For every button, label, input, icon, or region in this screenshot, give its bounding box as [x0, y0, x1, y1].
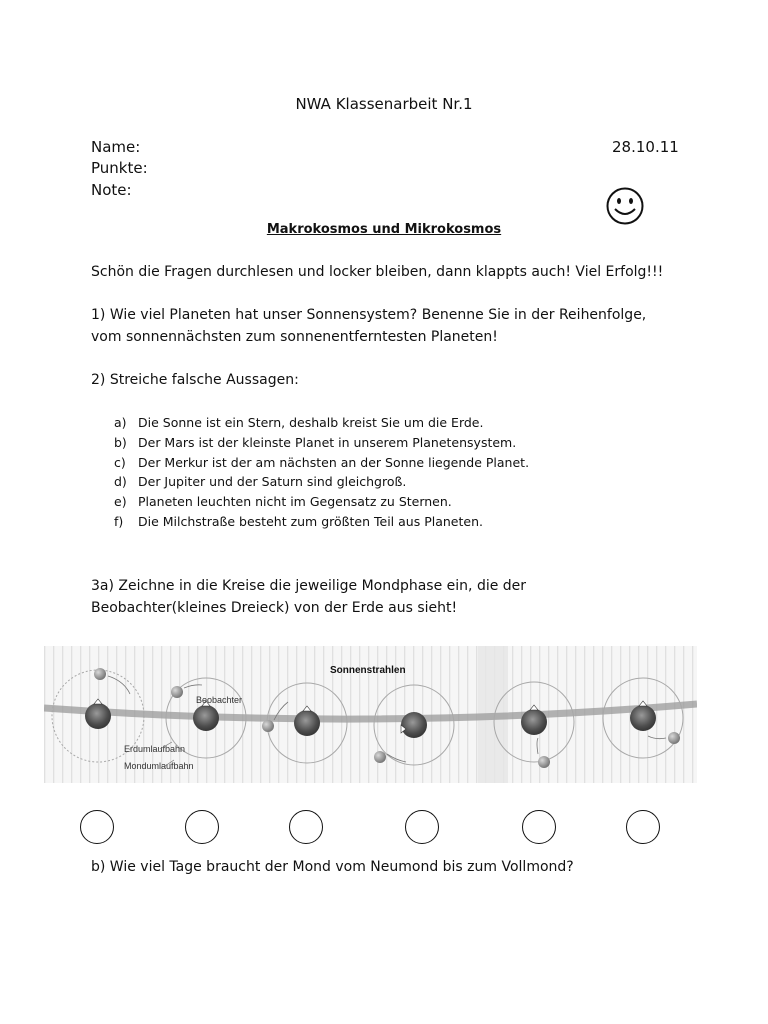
earth-orbit-label: Erdumlaufbahn — [124, 744, 186, 754]
exam-date: 28.10.11 — [612, 138, 679, 156]
earth — [193, 705, 219, 731]
figure-title: Sonnenstrahlen — [330, 665, 406, 676]
moon-orbit-label: Mondumlaufbahn — [124, 761, 194, 771]
observer-label: Beobachter — [196, 695, 243, 705]
name-label: Name: — [91, 138, 141, 156]
earth — [294, 710, 320, 736]
earth — [630, 705, 656, 731]
moon-phase-answer-circle[interactable] — [626, 810, 660, 844]
list-item: a) Die Sonne ist ein Stern, deshalb kreist Sie um die Erde. — [114, 415, 484, 430]
moon-phase-answer-circle[interactable] — [185, 810, 219, 844]
question-3a-line-1: 3a) Zeichne in die Kreise die jeweilige Mondphase ein, die der — [91, 578, 527, 594]
question-3a-line-2: Beobachter(kleines Dreieck) von der Erde aus sieht! — [91, 600, 458, 616]
list-item: d) Der Jupiter und der Saturn sind gleichgroß. — [114, 474, 407, 490]
question-1-line-1: 1) Wie viel Planeten hat unser Sonnensystem? Benenne Sie in der Reihenfolge, — [91, 307, 647, 323]
grade-label: Note: — [91, 181, 132, 199]
section-subtitle: Makrokosmos und Mikrokosmos — [266, 222, 502, 237]
question-2-title: 2) Streiche falsche Aussagen: — [91, 372, 299, 388]
moon-phase-answer-circle[interactable] — [289, 810, 323, 844]
statement-list — [114, 413, 529, 532]
moon — [262, 720, 274, 732]
question-1-line-2: vom sonnennächsten zum sonnenentferntesten Planeten! — [91, 329, 498, 345]
smiley-face-icon — [605, 186, 645, 226]
moon — [171, 686, 183, 698]
moon — [374, 751, 386, 763]
list-item: c) Der Merkur ist der am nächsten an der Sonne liegende Planet. — [114, 454, 530, 470]
moon-phase-answer-circle[interactable] — [405, 810, 439, 844]
moon — [538, 756, 550, 768]
earth — [401, 712, 427, 738]
earth — [521, 709, 547, 735]
points-label: Punkte: — [91, 159, 148, 177]
moon-phase-answer-circle[interactable] — [522, 810, 556, 844]
moon — [94, 668, 106, 680]
moon — [668, 732, 680, 744]
question-3b: b) Wie viel Tage braucht der Mond vom Neumond bis zum Vollmond? — [91, 859, 574, 875]
list-item: e) Planeten leuchten nicht im Gegensatz zu Sternen. — [114, 494, 452, 510]
moon-phase-answer-circle[interactable] — [80, 810, 114, 844]
intro-text: Schön die Fragen durchlesen und locker bleiben, dann klappts auch! Viel Erfolg!!! — [91, 264, 664, 280]
list-item: b) Der Mars ist der kleinste Planet in unserem Planetensystem. — [114, 434, 517, 450]
earth — [85, 703, 111, 729]
list-item: f) Die Milchstraße besteht zum größten Teil aus Planeten. — [114, 513, 483, 529]
document-title: NWA Klassenarbeit Nr.1 — [295, 95, 473, 113]
moon-phase-figure — [44, 646, 697, 783]
